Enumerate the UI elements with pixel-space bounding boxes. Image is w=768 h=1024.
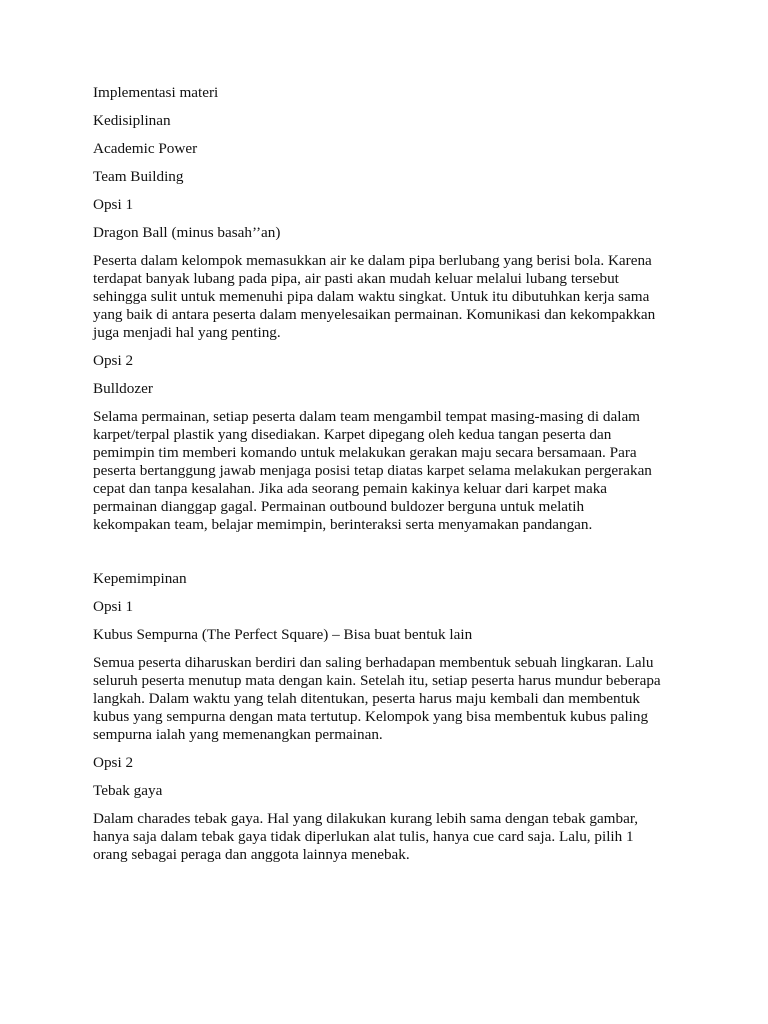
- paragraph-line: cepat dan tanpa kesalahan. Jika ada seorang pemain kakinya keluar dari karpet maka: [93, 480, 608, 497]
- document-title: Implementasi materi: [93, 84, 219, 101]
- paragraph-line: hanya saja dalam tebak gaya tidak diperlukan alat tulis, hanya cue card saja. Lalu, pilih 1: [93, 828, 634, 845]
- paragraph-line: yang baik di antara peserta dalam menyelesaikan permainan. Komunikasi dan kekompakkan: [93, 306, 656, 323]
- paragraph-line: orang sebagai peraga dan anggota lainnya menebak.: [93, 846, 410, 863]
- document-body: [93, 84, 683, 874]
- paragraph-line: kubus yang sempurna dengan mata tertutup. Kelompok yang bisa membentuk kubus paling: [93, 708, 649, 725]
- paragraph-line: Peserta dalam kelompok memasukkan air ke dalam pipa berlubang yang berisi bola. Karena: [93, 252, 652, 269]
- paragraph-line: Selama permainan, setiap peserta dalam team mengambil tempat masing-masing di dalam: [93, 408, 640, 425]
- paragraph-line: permainan dianggap gagal. Permainan outbound buldozer berguna untuk melatih: [93, 498, 585, 515]
- section-spacer: [93, 544, 683, 570]
- leadership-option1-description: [93, 654, 683, 744]
- paragraph-line: juga menjadi hal yang penting.: [93, 324, 281, 341]
- leadership-option2-label: Opsi 2: [93, 754, 134, 771]
- team-building-option1-label: Opsi 1: [93, 196, 134, 213]
- team-building-option1-title: Dragon Ball (minus basah’’an): [93, 224, 281, 241]
- paragraph-line: Semua peserta diharuskan berdiri dan saling berhadapan membentuk sebuah lingkaran. Lalu: [93, 654, 654, 671]
- team-building-option2-label: Opsi 2: [93, 352, 134, 369]
- team-building-option2-title: Bulldozer: [93, 380, 153, 397]
- team-building-option1-description: [93, 252, 683, 342]
- topic-discipline: Kedisiplinan: [93, 112, 171, 129]
- paragraph-line: terdapat banyak lubang pada pipa, air pasti akan mudah keluar melalui lubang tersebut: [93, 270, 619, 287]
- paragraph-line: kekompakan team, belajar memimpin, berinteraksi serta menyamakan pandangan.: [93, 516, 593, 533]
- paragraph-line: seluruh peserta menutup mata dengan kain. Setelah itu, setiap peserta harus mundur beberapa: [93, 672, 661, 689]
- leadership-option2-title: Tebak gaya: [93, 782, 163, 799]
- paragraph-line: karpet/terpal plastik yang disediakan. Karpet dipegang oleh kedua tangan peserta dan: [93, 426, 612, 443]
- leadership-heading: Kepemimpinan: [93, 570, 187, 587]
- topic-academic-power: Academic Power: [93, 140, 198, 157]
- leadership-option1-title: Kubus Sempurna (The Perfect Square) – Bisa buat bentuk lain: [93, 626, 473, 643]
- topic-team-building: Team Building: [93, 168, 184, 185]
- paragraph-line: sehingga sulit untuk memenuhi pipa dalam waktu singkat. Untuk itu dibutuhkan kerja sama: [93, 288, 650, 305]
- paragraph-line: peserta bertanggung jawab menjaga posisi tetap diatas karpet selama melakukan pergerakan: [93, 462, 652, 479]
- leadership-option1-label: Opsi 1: [93, 598, 134, 615]
- paragraph-line: sempurna ialah yang memenangkan permainan.: [93, 726, 383, 743]
- paragraph-line: pemimpin tim memberi komando untuk melakukan gerakan maju secara bersamaan. Para: [93, 444, 637, 461]
- paragraph-line: langkah. Dalam waktu yang telah ditentukan, peserta harus maju kembali dan membentuk: [93, 690, 641, 707]
- leadership-option2-description: [93, 810, 683, 864]
- team-building-option2-description: [93, 408, 683, 534]
- paragraph-line: Dalam charades tebak gaya. Hal yang dilakukan kurang lebih sama dengan tebak gambar,: [93, 810, 639, 827]
